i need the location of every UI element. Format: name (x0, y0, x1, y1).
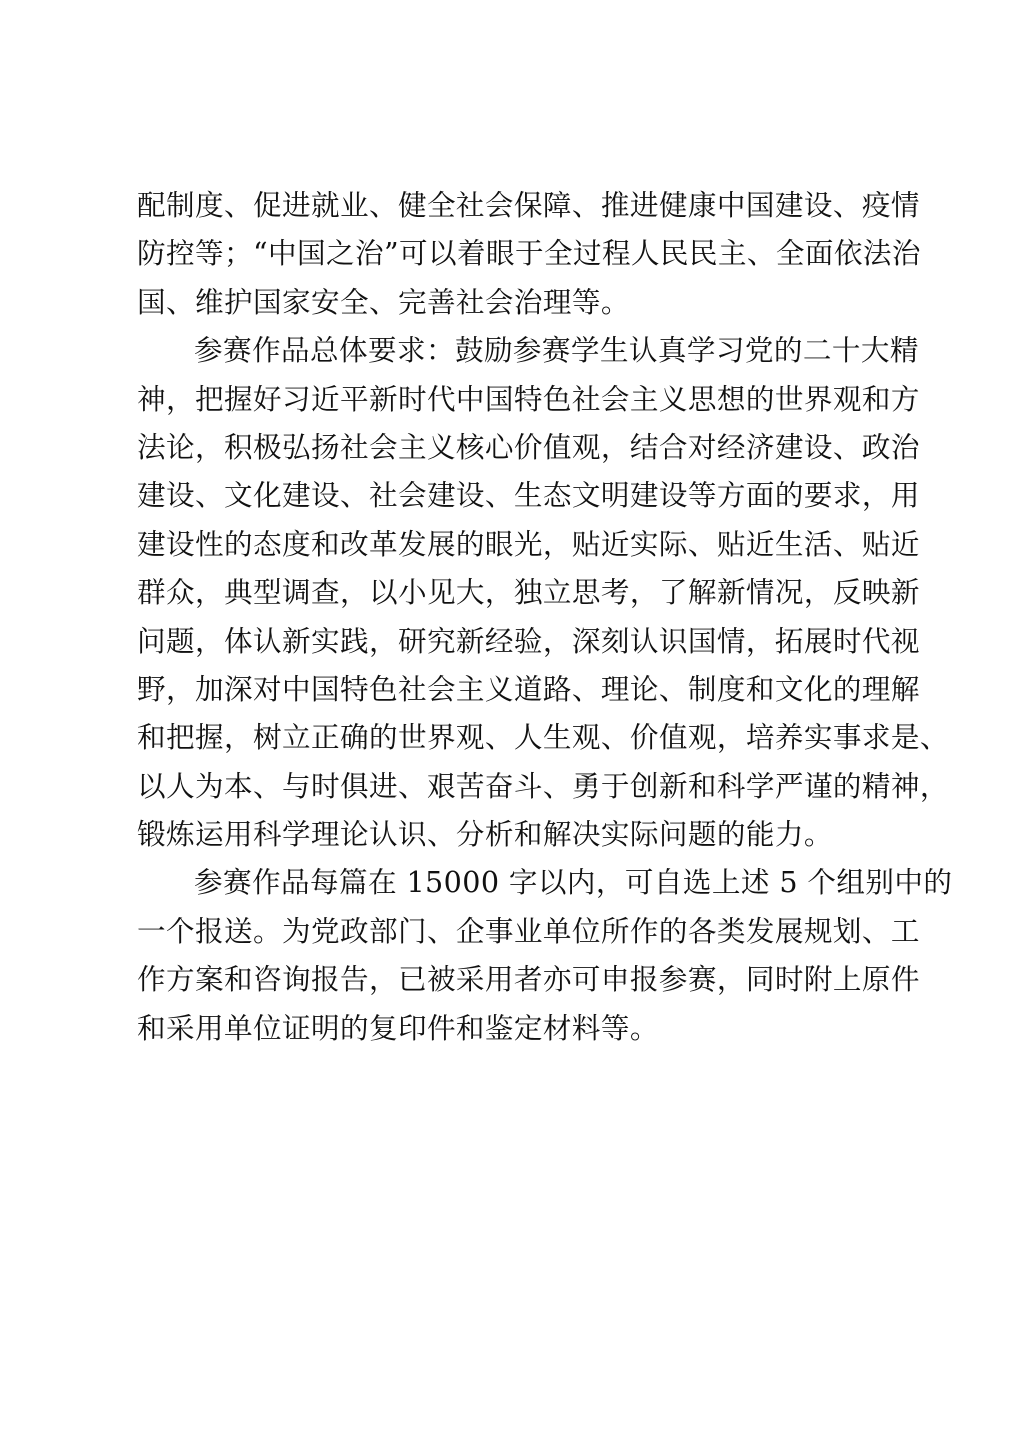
document-body (137, 181, 953, 1052)
text-line: 防控等；“中国之治”可以着眼于全过程人民民主、全面依法治 (137, 236, 921, 271)
paragraph-2 (137, 326, 949, 858)
paragraph-1 (137, 181, 921, 326)
paragraph-3 (137, 858, 953, 1052)
text-line: 问题，体认新实践，研究新经验，深刻认识国情，拓展时代视 (137, 623, 920, 658)
text-line: 锻炼运用科学理论认识、分析和解决实际问题的能力。 (137, 817, 833, 852)
text-line: 建设性的态度和改革发展的眼光，贴近实际、贴近生活、贴近 (137, 526, 920, 561)
text-line: 一个报送。为党政部门、企事业单位所作的各类发展规划、工 (137, 913, 920, 948)
text-line: 神，把握好习近平新时代中国特色社会主义思想的世界观和方 (137, 381, 920, 416)
text-line: 参赛作品每篇在 15000 字以内，可自选上述 5 个组别中的 (194, 865, 953, 900)
text-line: 以人为本、与时俱进、艰苦奋斗、勇于创新和科学严谨的精神， (137, 768, 949, 803)
text-line: 和把握，树立正确的世界观、人生观、价值观，培养实事求是、 (137, 720, 949, 755)
text-line: 法论，积极弘扬社会主义核心价值观，结合对经济建设、政治 (137, 429, 920, 464)
text-line: 作方案和咨询报告，已被采用者亦可申报参赛，同时附上原件 (137, 962, 920, 997)
text-line: 参赛作品总体要求：鼓励参赛学生认真学习党的二十大精 (194, 333, 919, 368)
text-line: 和采用单位证明的复印件和鉴定材料等。 (137, 1010, 659, 1045)
text-line: 群众，典型调查，以小见大，独立思考，了解新情况，反映新 (137, 575, 920, 610)
text-line: 建设、文化建设、社会建设、生态文明建设等方面的要求，用 (137, 478, 920, 513)
text-line: 配制度、促进就业、健全社会保障、推进健康中国建设、疫情 (137, 188, 920, 222)
text-line: 野，加深对中国特色社会主义道路、理论、制度和文化的理解 (137, 671, 920, 706)
text-line: 国、维护国家安全、完善社会治理等。 (137, 284, 630, 319)
